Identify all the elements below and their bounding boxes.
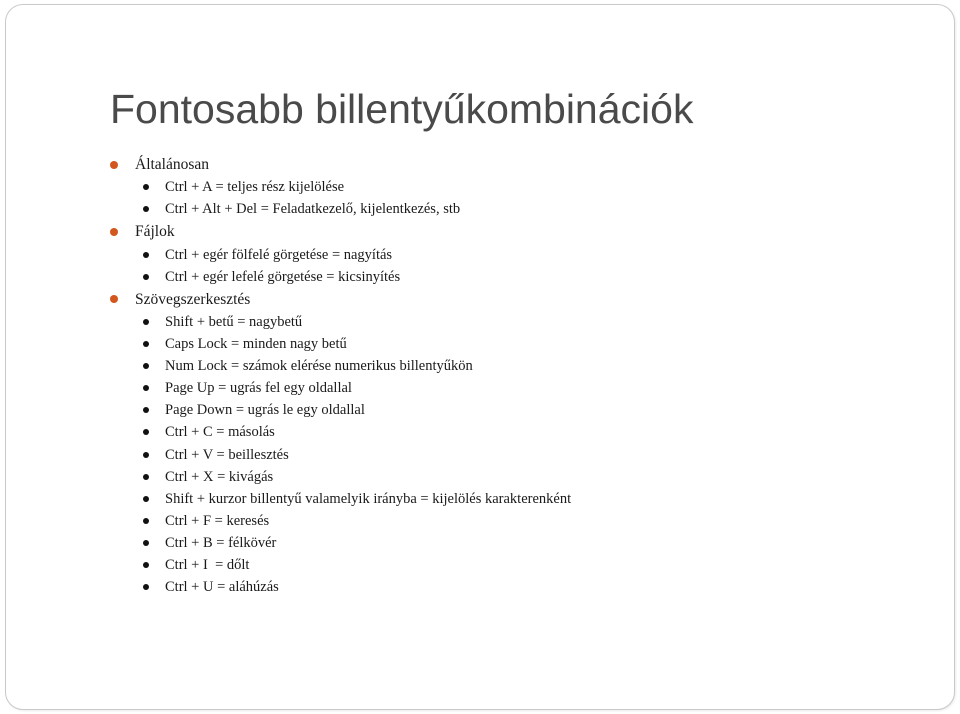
bullet-icon [143,385,149,391]
list-item [110,355,930,377]
list-item-files [110,220,930,243]
list-item [110,466,930,488]
list-item-label: Ctrl + U = aláhúzás [165,579,279,596]
list-item-label: Page Down = ugrás le egy oldallal [165,402,365,419]
list-item-label: Ctrl + B = félkövér [165,534,277,551]
slide-frame [5,4,955,710]
bullet-list [110,153,930,598]
list-item-text-editing [110,288,930,311]
bullet-icon [110,161,118,169]
list-item [110,444,930,466]
list-item [110,377,930,399]
bullet-icon [143,496,149,502]
list-item-label: Ctrl + Alt + Del = Feladatkezelő, kijelentkezés, stb [165,201,461,218]
slide-title: Fontosabb billentyűkombinációk [110,86,694,132]
list-item [110,198,930,220]
bullet-icon [143,562,149,568]
bullet-icon [143,540,149,546]
list-item [110,176,930,198]
bullet-icon [143,452,149,458]
list-item [110,244,930,266]
bullet-icon [143,429,149,435]
bullet-icon [143,407,149,413]
list-item [110,333,930,355]
list-item-label: Shift + kurzor billentyű valamelyik irányba = kijelölés karakterenként [165,490,572,507]
bullet-icon [143,584,149,590]
list-item-label: Ctrl + egér lefelé görgetése = kicsinyítés [165,268,401,285]
bullet-icon [143,206,149,212]
list-item-label: Fájlok [135,223,175,241]
bullet-icon [143,252,149,258]
bullet-icon [143,341,149,347]
bullet-icon [143,319,149,325]
list-item [110,576,930,598]
list-item-label: Ctrl + F = keresés [165,512,270,529]
list-item [110,399,930,421]
list-item-label: Szövegszerkesztés [135,290,251,308]
list-item-label: Ctrl + I = dőlt [165,556,250,573]
list-item-label: Page Up = ugrás fel egy oldallal [165,380,352,397]
list-item [110,266,930,288]
list-item-label: Ctrl + X = kivágás [165,468,274,485]
bullet-icon [143,474,149,480]
list-item [110,554,930,576]
list-item-general [110,153,930,176]
list-item-label: Ctrl + C = másolás [165,424,275,441]
bullet-icon [110,295,118,303]
bullet-icon [143,274,149,280]
bullet-icon [143,184,149,190]
list-item [110,311,930,333]
list-item-label: Ctrl + A = teljes rész kijelölése [165,179,345,196]
list-item [110,510,930,532]
list-item [110,532,930,554]
list-item-label: Num Lock = számok elérése numerikus billentyűkön [165,358,473,375]
list-item [110,488,930,510]
list-item-label: Általánosan [135,156,210,173]
bullet-icon [143,363,149,369]
list-item [110,421,930,443]
bullet-icon [143,518,149,524]
list-item-label: Ctrl + egér fölfelé görgetése = nagyítás [165,246,393,263]
bullet-icon [110,228,118,236]
list-item-label: Caps Lock = minden nagy betű [165,336,347,353]
list-item-label: Shift + betű = nagybetű [165,313,303,330]
list-item-label: Ctrl + V = beillesztés [165,446,289,463]
